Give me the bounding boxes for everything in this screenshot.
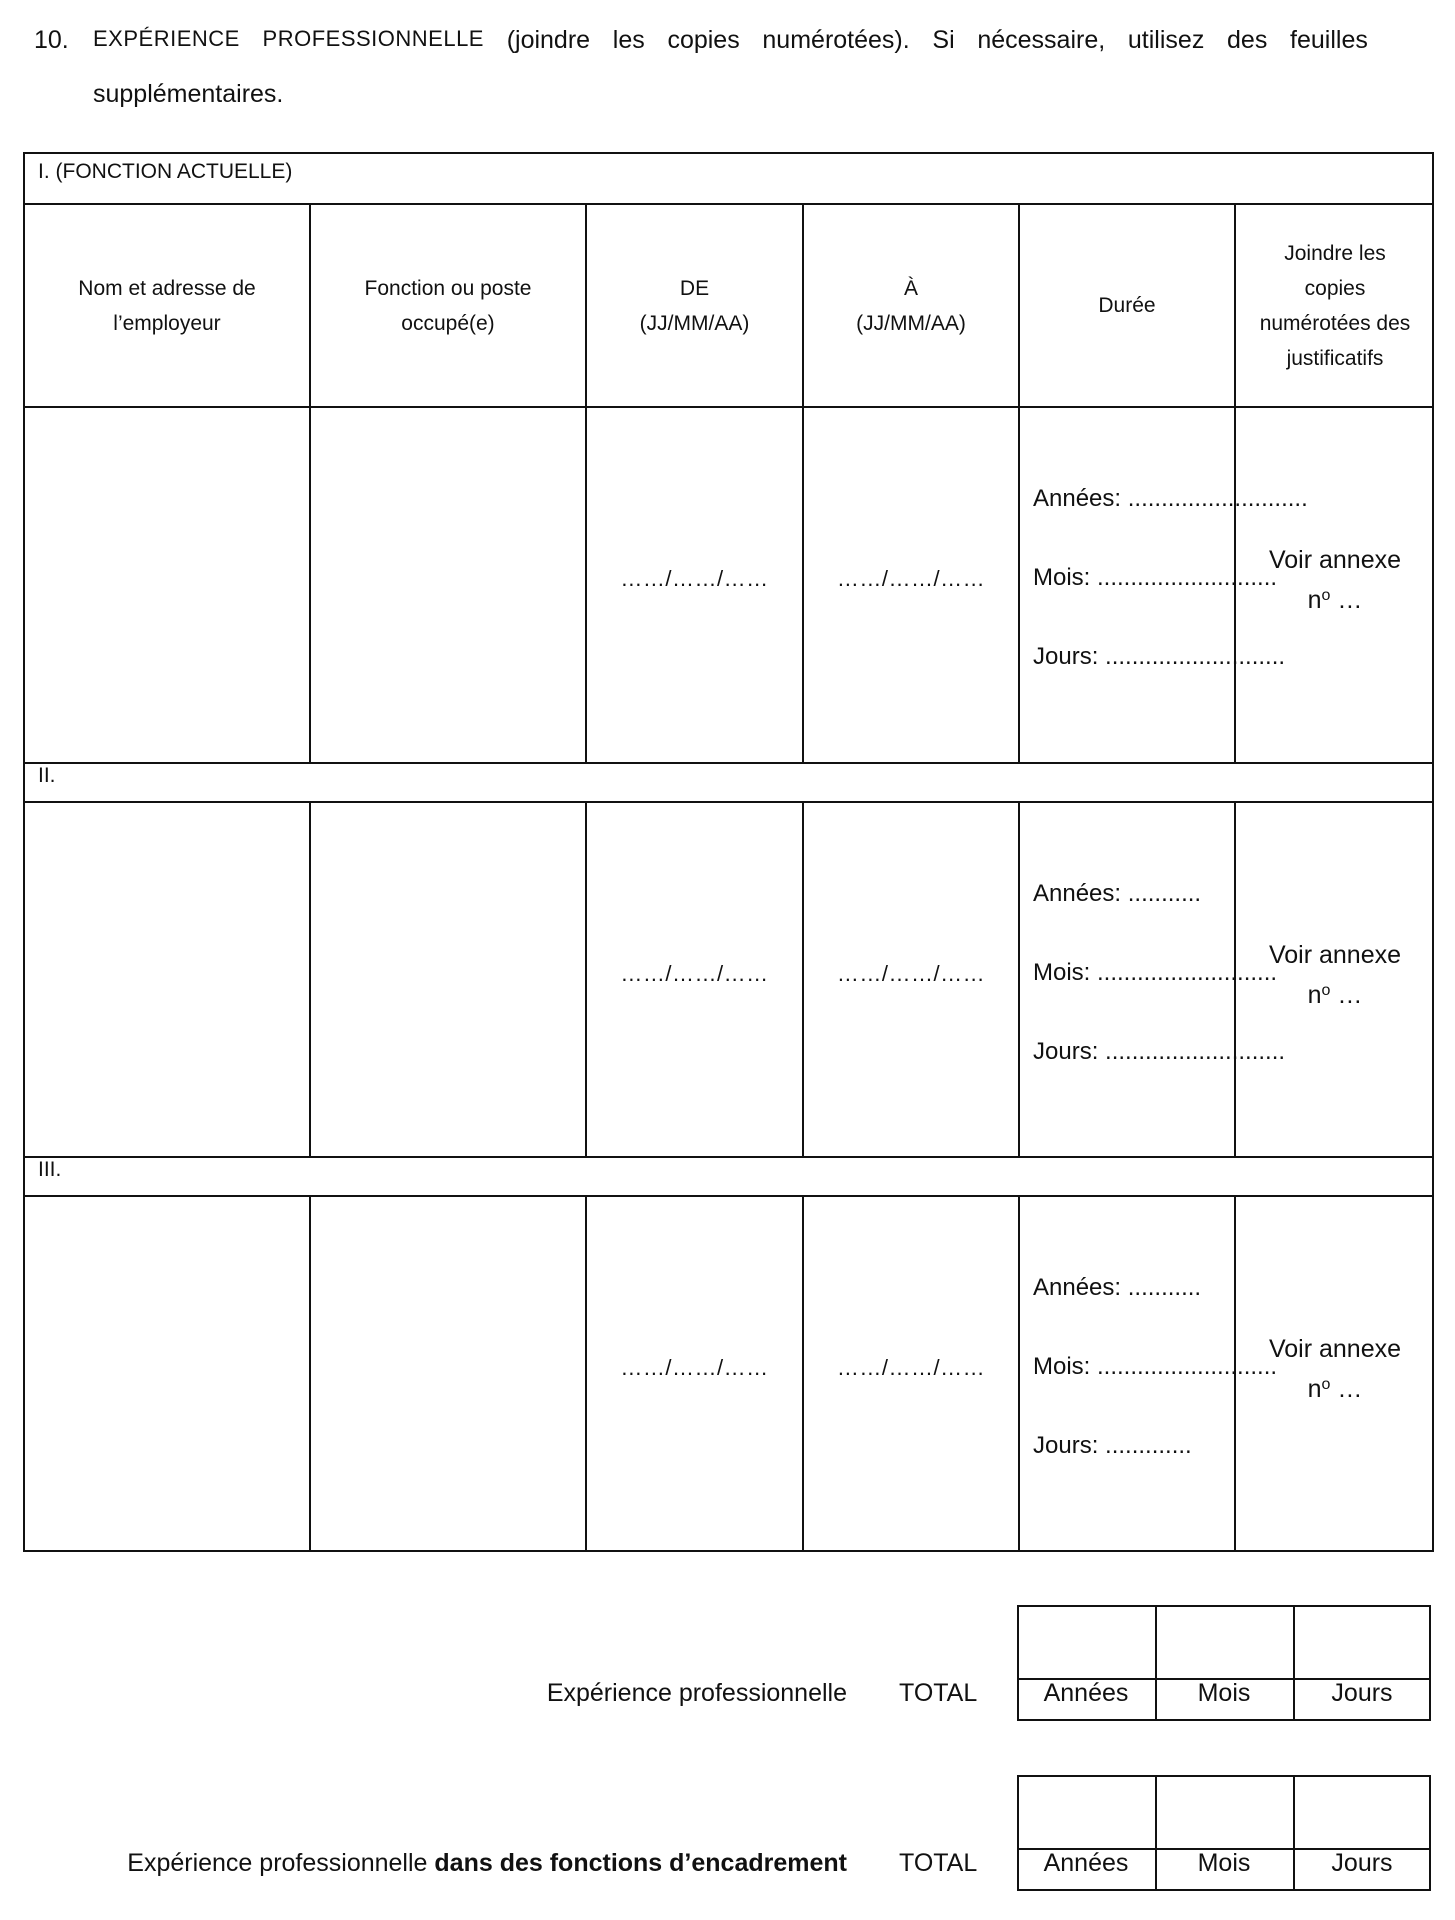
heading-word: EXPÉRIENCE [93,26,240,51]
heading-word: feuilles [1290,26,1368,54]
date-to-field[interactable]: ……/……/…… [836,1355,986,1380]
row-divider [23,762,1434,764]
total-management-label: Expérience professionnelle dans des fonctions d’encadrement [127,1849,847,1877]
annex-reference: Voir annexe $n^o$ … [1268,1335,1402,1403]
total-management-days-input[interactable] [1295,1777,1429,1848]
heading-word: utilisez [1127,26,1205,54]
heading-word: copies [667,26,740,54]
date-to-field[interactable]: ……/……/…… [836,961,986,986]
section-heading-continued: supplémentaires. [93,80,284,108]
header-to: À (JJ/MM/AA) [856,276,966,335]
unit-years-label: Années [1043,1679,1129,1707]
unit-months-label: Mois [1197,1679,1251,1707]
header-employer: Nom et adresse de l’employeur [78,276,256,335]
total-years-input[interactable] [1019,1607,1155,1678]
column-divider [309,1195,311,1552]
section-label-current: I. (FONCTION ACTUELLE) [38,160,293,183]
total-months-input[interactable] [1157,1607,1293,1678]
duration-years-field[interactable]: Années: ........... [1033,880,1202,907]
date-from-field[interactable]: ……/……/…… [620,1355,769,1380]
duration-days-field[interactable]: Jours: ............. [1033,1432,1192,1459]
header-from: DE (JJ/MM/AA) [639,276,750,335]
heading-word: les [612,26,645,54]
heading-word: des [1227,26,1268,54]
unit-months-label: Mois [1197,1849,1251,1877]
column-divider [1018,1195,1020,1552]
duration-years-field[interactable]: Années: ........... [1033,1274,1202,1301]
total-days-input[interactable] [1295,1607,1429,1678]
duration-days-field[interactable]: Jours: ........................... [1033,1038,1286,1065]
row-divider [23,1156,1434,1158]
header-function: Fonction ou poste occupé(e) [364,276,532,335]
heading-word: Si [932,26,955,54]
row-divider [23,406,1434,408]
section-number: 10. [34,26,69,54]
annex-reference: Voir annexe $n^o$ … [1268,546,1402,614]
heading-word: nécessaire, [977,26,1106,54]
total-keyword: TOTAL [899,1849,978,1877]
unit-years-label: Années [1043,1849,1129,1877]
duration-months-field[interactable]: Mois: ........................... [1033,959,1278,986]
heading-word: numérotées). [762,26,910,54]
duration-months-field[interactable]: Mois: ........................... [1033,564,1278,591]
unit-days-label: Jours [1331,1849,1393,1877]
total-management-months-input[interactable] [1157,1777,1293,1848]
duration-years-field[interactable]: Années: ........................... [1033,485,1308,512]
column-divider [1018,801,1020,1156]
section-label-2: II. [38,764,56,787]
duration-months-field[interactable]: Mois: ........................... [1033,1353,1278,1380]
date-to-field[interactable]: ……/……/…… [836,566,986,591]
date-from-field[interactable]: ……/……/…… [620,961,769,986]
total-management-years-input[interactable] [1019,1777,1155,1848]
annex-reference: Voir annexe $n^o$ … [1268,941,1402,1009]
section-label-3: III. [38,1158,62,1181]
column-divider [309,801,311,1156]
total-keyword: TOTAL [899,1679,978,1707]
header-duration: Durée [1098,294,1156,317]
heading-word: (joindre [506,26,591,54]
row-divider [23,801,1434,803]
header-attach: Joindre les copies numérotées des justificatifs [1259,241,1411,370]
section-heading [93,28,1368,53]
row-divider [23,1195,1434,1197]
total-label: Expérience professionnelle [546,1679,847,1707]
duration-days-field[interactable]: Jours: ........................... [1033,643,1286,670]
heading-word: PROFESSIONNELLE [262,26,484,51]
date-from-field[interactable]: ……/……/…… [620,566,769,591]
unit-days-label: Jours [1331,1679,1393,1707]
